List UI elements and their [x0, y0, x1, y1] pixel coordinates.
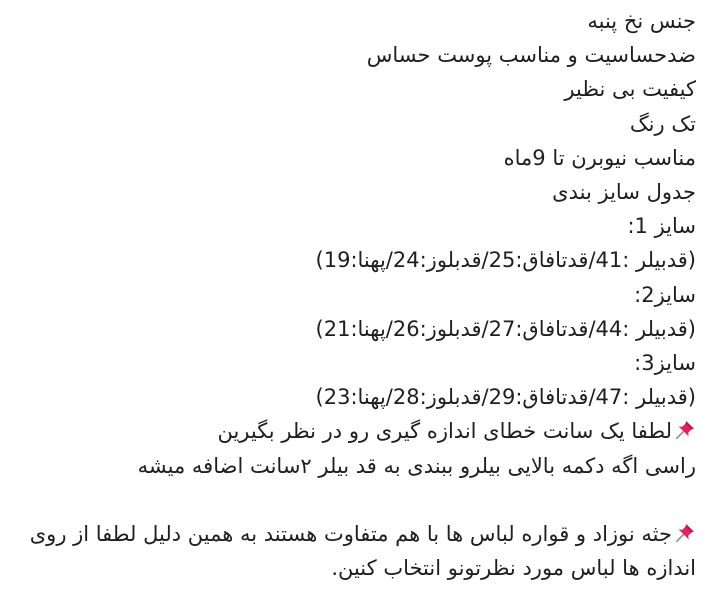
- text-line-quality: کیفیت بی نظیر: [564, 77, 696, 102]
- product-description: [20, 4, 696, 585]
- text-line-fabric: جنس نخ پنبه: [587, 9, 696, 33]
- text-line-size-1-measurements: (قدبیلر :41/قدتافاق:25/قدبلوز:24/پهنا:19): [315, 248, 696, 273]
- blank-line: [20, 483, 696, 517]
- text-line-age-range: مناسب نیوبرن تا 9ماه: [503, 145, 696, 170]
- text-line-size-3-label: سایز3:: [634, 351, 696, 376]
- text-line-size-chart-title: جدول سایز بندی: [552, 180, 696, 205]
- note-button-extra-length: راسی اگه دکمه بالایی بیلرو ببندی به قد بیلر ۲سانت اضافه میشه: [137, 453, 696, 478]
- pushpin-icon: [674, 522, 696, 544]
- text-line-single-color: تک رنگ: [629, 111, 696, 136]
- text-line-size-2-label: سایز2:: [634, 282, 696, 307]
- text-line-size-1-label: سایز 1:: [627, 214, 696, 239]
- pushpin-icon: [674, 419, 696, 441]
- text-line-size-3-measurements: (قدبیلر :47/قدتافاق:29/قدبلوز:28/پهنا:23): [315, 385, 696, 410]
- note-measurement-error-text: لطفا یک سانت خطای اندازه گیری رو در نظر بگیرین: [217, 419, 672, 444]
- note-measurement-error: [20, 414, 696, 448]
- text-line-size-2-measurements: (قدبیلر :44/قدتافاق:27/قدبلوز:26/پهنا:21): [315, 316, 696, 341]
- note-choose-by-size: [20, 517, 696, 585]
- text-line-hypoallergenic: ضدحساسیت و مناسب پوست حساس: [366, 43, 696, 68]
- note-choose-by-size-text: جثه نوزاد و قواره لباس ها با هم متفاوت هستند به همین دلیل لطفا از روی اندازه ها لباس مورد نظرتونو انتخاب کنین.: [29, 522, 696, 581]
